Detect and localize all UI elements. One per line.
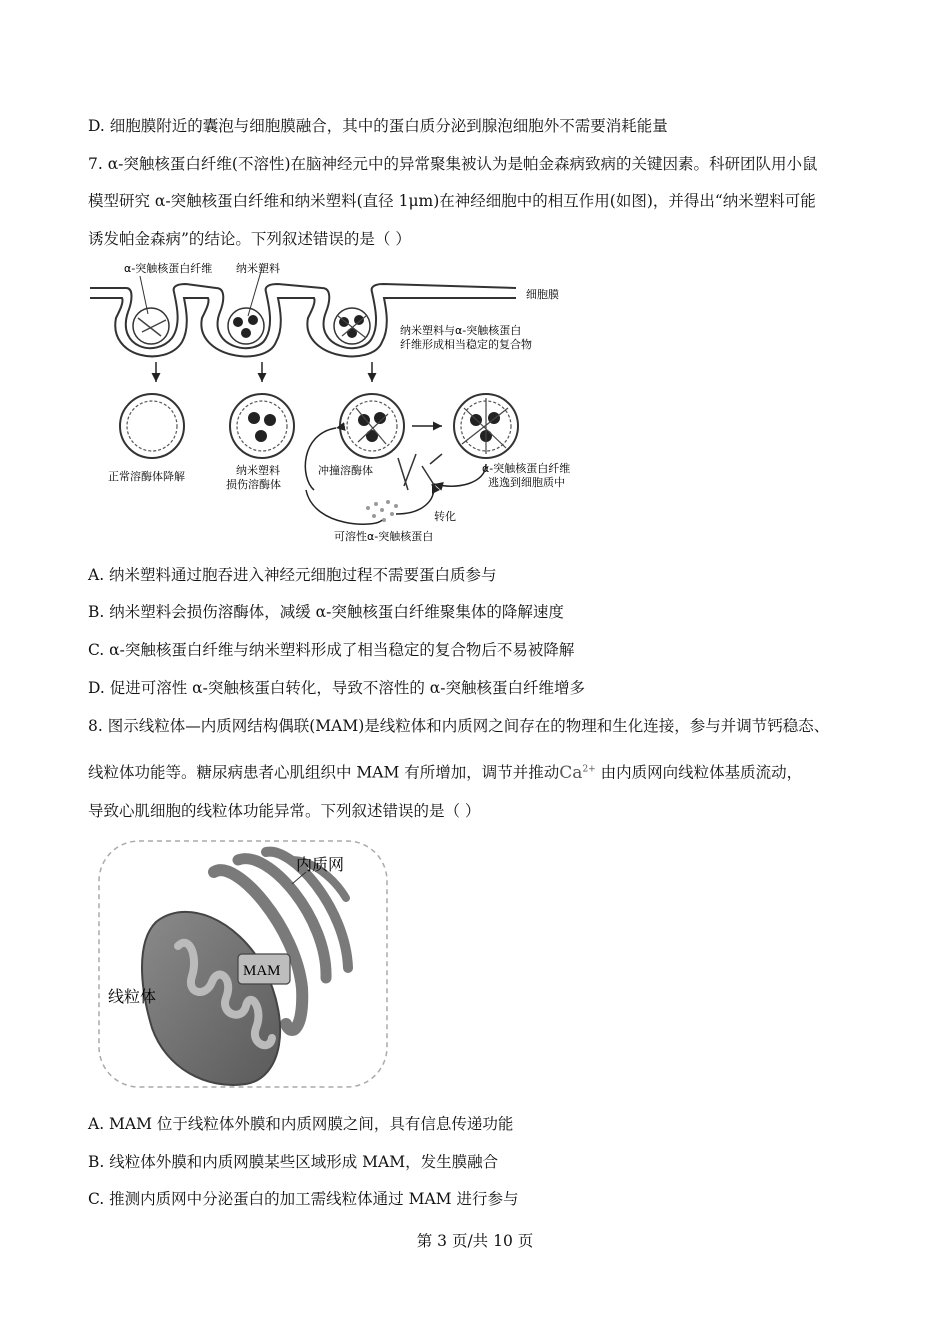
q7-stem-line-3: 诱发帕金森病”的结论。下列叙述错误的是（ ） [88,230,411,248]
fig-label-fiber: α-突触核蛋白纤维 [124,262,213,275]
fig-label-escape-2: 逃逸到细胞质中 [488,476,565,489]
fig-label-impact: 冲撞溶酶体 [318,464,373,477]
q7-figure [86,258,606,548]
fig-label-convert: 转化 [434,510,456,523]
fig-label-soluble: 可溶性α-突触核蛋白 [334,530,434,543]
q8-stem-line-2-a: 线粒体功能等。糖尿病患者心肌组织中 MAM 有所增加，调节并推动 [88,763,560,782]
fig-label-damage-2: 损伤溶酶体 [226,478,281,491]
fig-label-normal: 正常溶酶体降解 [108,470,185,483]
fig-label-nano: 纳米塑料 [236,262,280,275]
q8-option-b: B. 线粒体外膜和内质网膜某些区域形成 MAM，发生膜融合 [88,1153,499,1171]
q7-option-b: B. 纳米塑料会损伤溶酶体，减缓 α-突触核蛋白纤维聚集体的降解速度 [88,603,564,621]
q7-option-a: A. 纳米塑料通过胞吞进入神经元细胞过程不需要蛋白质参与 [88,566,497,584]
fig-label-escape-1: α-突触核蛋白纤维 [482,462,571,475]
q8-stem-line-3: 导致心肌细胞的线粒体功能异常。下列叙述错误的是（ ） [88,802,481,820]
q8-stem-line-2-b: 由内质网向线粒体基质流动， [595,763,803,782]
q7-stem-line-2: 模型研究 α-突触核蛋白纤维和纳米塑料(直径 1μm)在神经细胞中的相互作用(如图)，并得出“纳米塑料可能 [88,192,816,210]
q8-stem-line-1: 8. 图示线粒体—内质网结构偶联(MAM)是线粒体和内质网之间存在的物理和生化连接，参与并调节钙稳态、 [88,717,830,735]
fig-label-complex-1: 纳米塑料与α-突触核蛋白 [400,324,522,337]
calcium-ion: $Ca^{2+}$ [559,762,596,783]
fig-label-mito: 线粒体 [108,987,157,1006]
fig-label-membrane: 细胞膜 [526,288,559,301]
q8-option-a: A. MAM 位于线粒体外膜和内质网膜之间，具有信息传递功能 [88,1115,514,1133]
q7-option-d: D. 促进可溶性 α-突触核蛋白转化，导致不溶性的 α-突触核蛋白纤维增多 [88,679,585,697]
fig-label-er: 内质网 [296,855,345,874]
fig-label-damage-1: 纳米塑料 [236,464,280,477]
fig-label-complex-2: 纤维形成相当稳定的复合物 [400,338,532,351]
q8-option-c: C. 推测内质网中分泌蛋白的加工需线粒体通过 MAM 进行参与 [88,1190,519,1208]
q8-stem-line-2 [88,758,802,784]
q7-stem-line-1: 7. α-突触核蛋白纤维(不溶性)在脑神经元中的异常聚集被认为是帕金森病致病的关键因素。科研团队用小鼠 [88,155,818,173]
page-number: 第 3 页/共 10 页 [416,1232,534,1250]
q8-figure [96,838,406,1092]
fig-label-mam: MAM [243,963,281,979]
q7-option-c: C. α-突触核蛋白纤维与纳米塑料形成了相当稳定的复合物后不易被降解 [88,641,575,659]
q6-option-d: D. 细胞膜附近的囊泡与细胞膜融合，其中的蛋白质分泌到腺泡细胞外不需要消耗能量 [88,117,668,135]
